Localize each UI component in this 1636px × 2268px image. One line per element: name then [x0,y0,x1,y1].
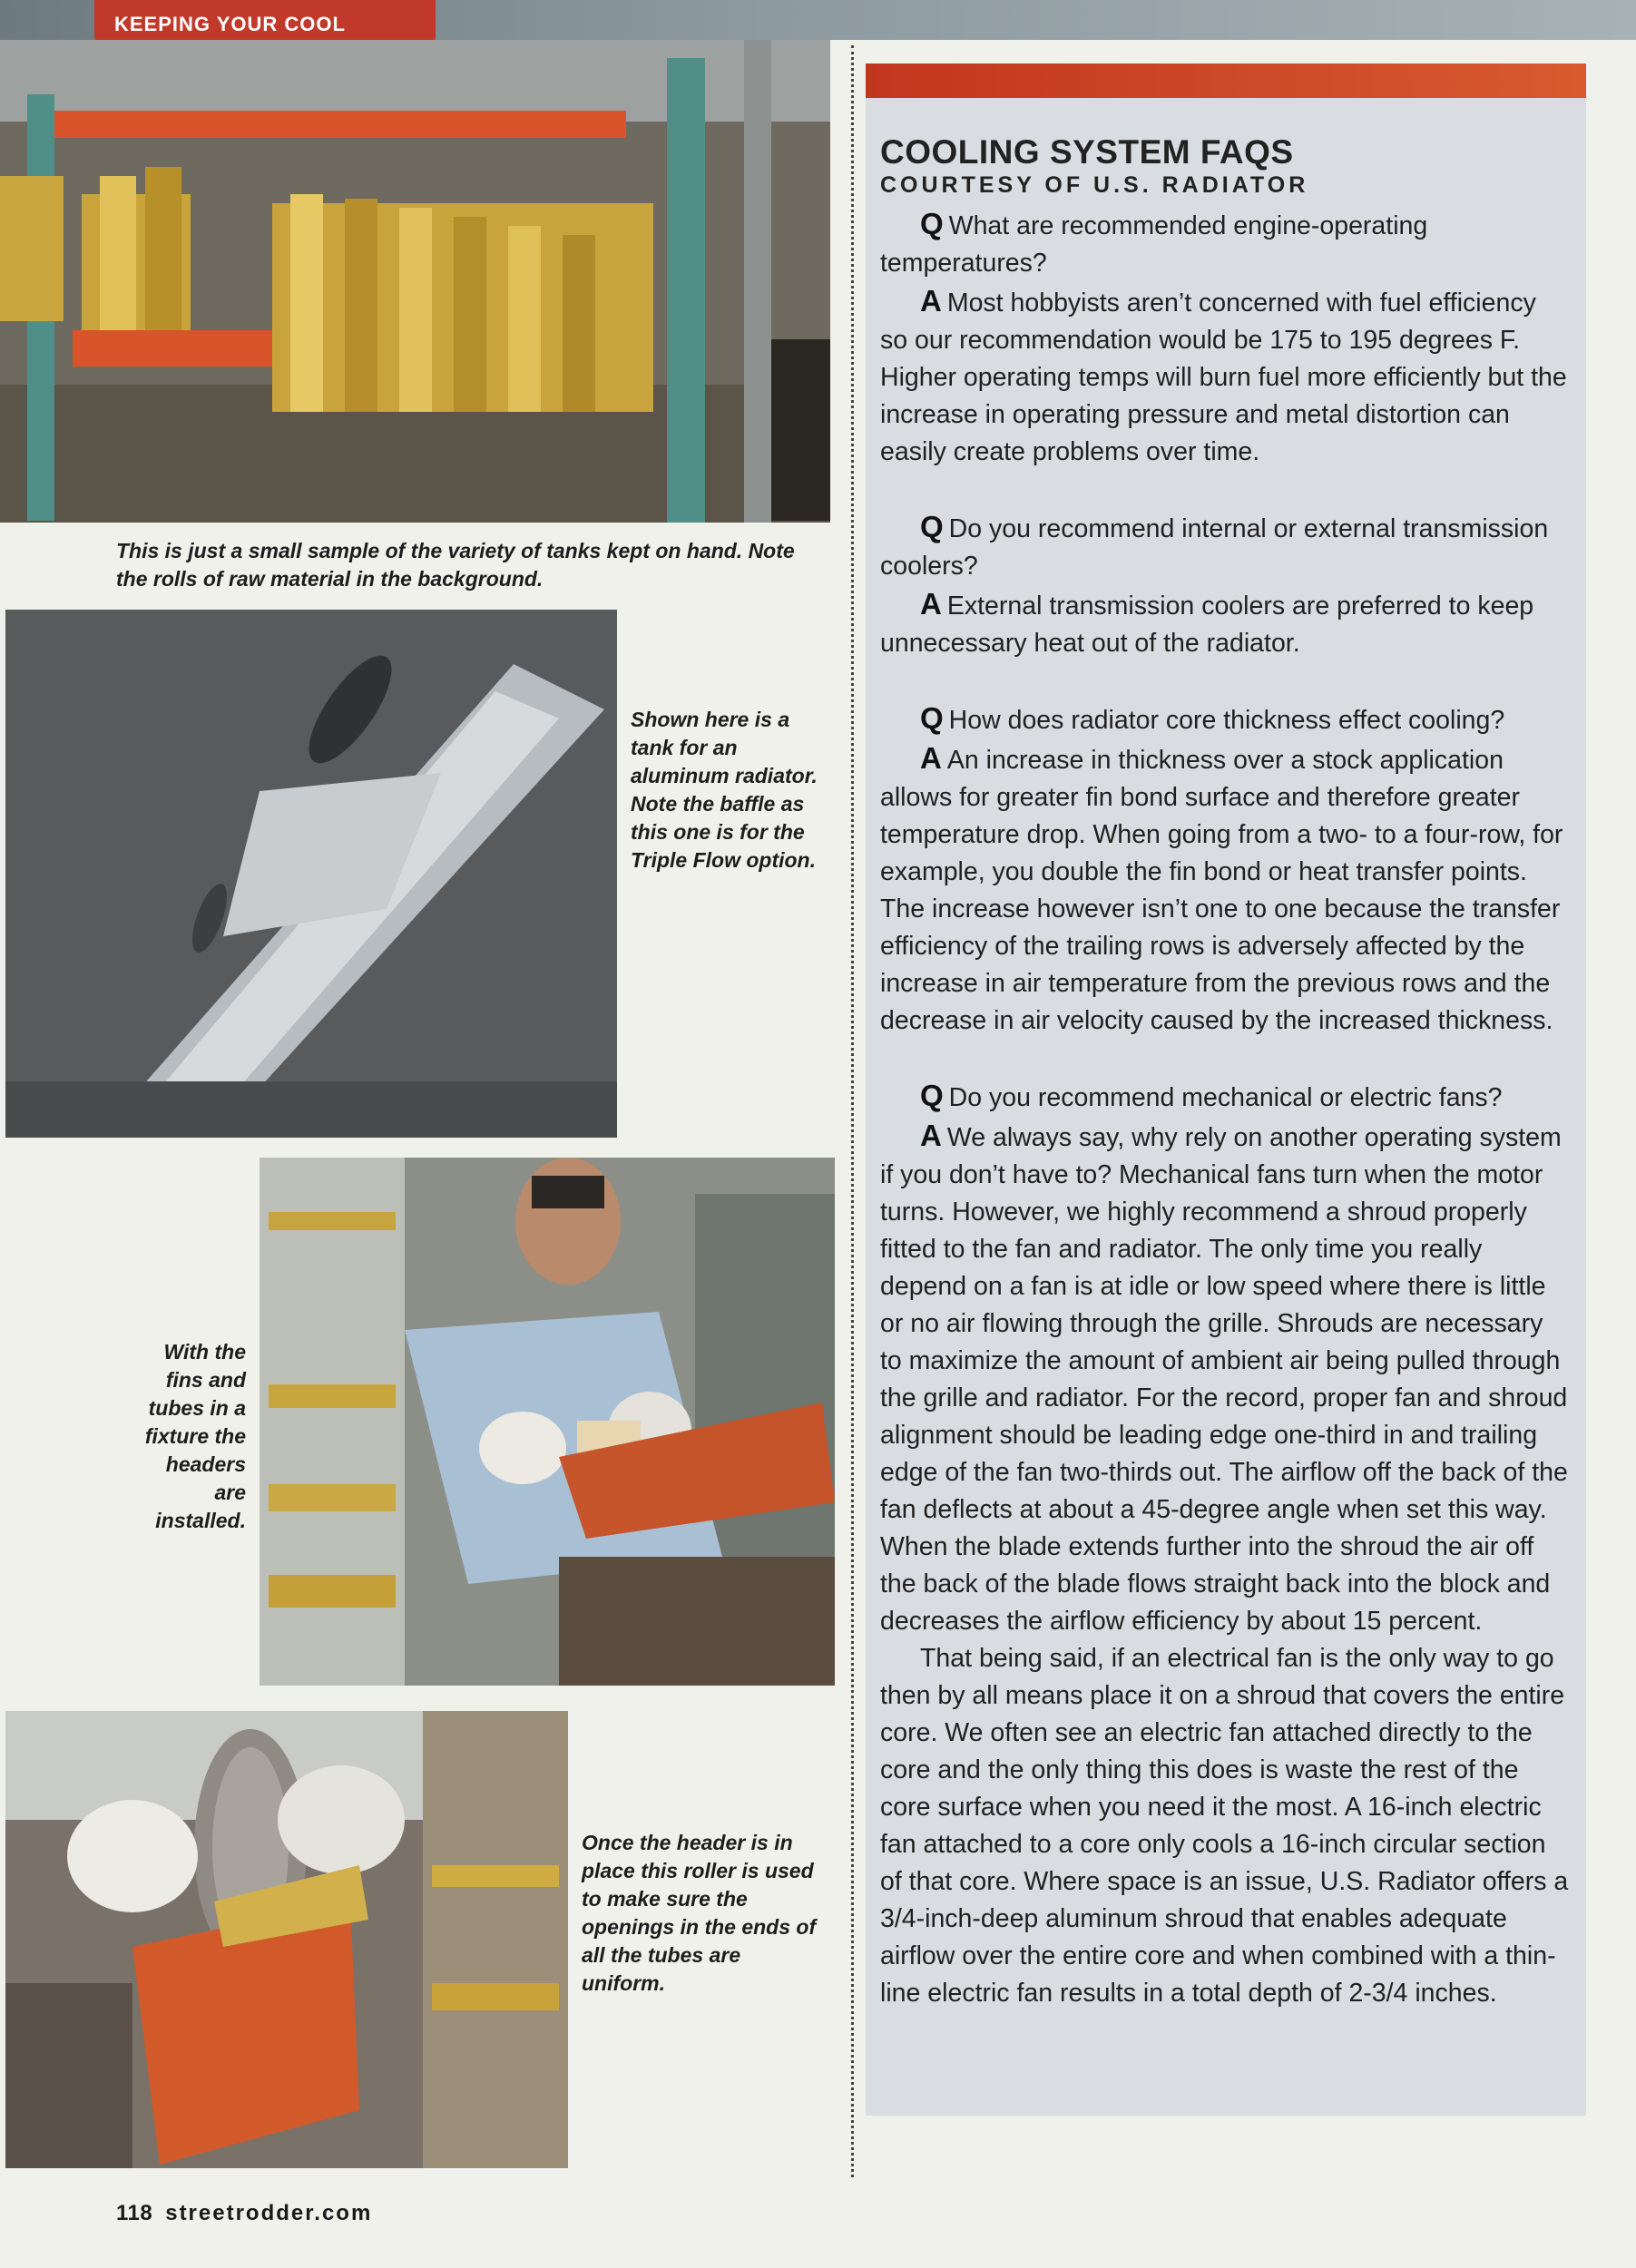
question-text: Do you recommend internal or external transmission coolers? [880,514,1549,581]
answer-text: External transmission coolers are preferred to keep unnecessary heat out of the radiator. [880,591,1534,658]
faq-item [880,508,1570,662]
faq-answer [880,1117,1570,1640]
answer-text: Most hobbyists aren’t concerned with fuel efficiency so our recommendation would be 175 to 195 degrees F. Higher operating temps will burn fuel more efficiently but the increase in operating pressure and metal distortion can easily create problems over time. [880,288,1567,466]
fixture-caption: With the fins and tubes in a fixture the headers are installed. [144,1340,246,1532]
faq-item [880,1077,1570,2012]
q-marker: Q [920,1079,944,1112]
faq-item [880,205,1570,471]
answer-text-continued: That being said, if an electrical fan is the only way to go then by all means place it on a shroud that covers the entire core. We often see an electric fan attached directly to the core and the only thing this does is waste the rest of the core surface when you need it the most. A 16-inch electric fan attached to a core only cools a 16-inch circular section of that core. Where space is an issue, U.S. Radiator offers a 3/4-inch-deep aluminum shroud that enables adequate airflow over the entire core and when combined with a thin-line electric fan results in a total depth of 2-3/4 inches. [880,1644,1569,2008]
answer-text: We always say, why rely on another operating system if you don’t have to? Mechanical fans turn when the motor turns. However, we highly recommend a shroud properly fitted to the fan and radiator. The only time you really depend on a fan is at idle or low speed where there is little or no air flowing through the grille. Shrouds are necessary to maximize the amount of ambient air being pulled through the grille and radiator. For the record, proper fan and shroud alignment should be leading edge one-third in and trailing edge of the fan two-thirds out. The airflow off the back of the fan deflects at about a 45-degree angle when set this way. When the blade extends further into the shroud the air off the back of the blade flows straight back into the block and decreases the airflow efficiency by about 15 percent. [880,1123,1568,1636]
q-marker: Q [920,701,944,735]
faq-title: COOLING SYSTEM FAQS [880,133,1294,171]
section-tab: KEEPING YOUR COOL [94,0,436,49]
question-text: What are recommended engine-operating temperatures? [880,211,1428,278]
aluminum-tank-caption: Shown here is a tank for an aluminum radiator. Note the baffle as this one is for the Triple Flow option. [631,708,818,872]
tanks-photo [0,40,830,523]
question-text: Do you recommend mechanical or electric fans? [948,1083,1503,1112]
footer-site: streetrodder.com [165,2201,373,2225]
question-text: How does radiator core thickness effect cooling? [948,706,1505,735]
q-marker: Q [920,510,944,543]
fixture-photo [260,1158,835,1686]
faq-sidebar [866,64,1586,2116]
tanks-caption: This is just a small sample of the variety of tanks kept on hand. Note the rolls of raw material in the background. [116,539,795,591]
roller-photo [5,1711,568,2168]
faq-answer [880,585,1570,662]
faq-question [880,699,1570,739]
page-number: 118 [116,2201,153,2225]
faq-answer-continued [880,1640,1570,2012]
roller-caption: Once the header is in place this roller is used to make sure the openings in the ends of all the tubes are uniform. [582,1831,817,1995]
a-marker: A [920,284,942,318]
faq-question [880,508,1570,585]
faq-subtitle: COURTESY OF U.S. RADIATOR [880,172,1309,198]
a-marker: A [920,741,942,775]
q-marker: Q [920,207,944,240]
aluminum-tank-photo [5,610,617,1138]
faq-question [880,1077,1570,1117]
faq-item [880,699,1570,1040]
faq-body [880,205,1570,2012]
a-marker: A [920,587,942,621]
answer-text: An increase in thickness over a stock application allows for greater fin bond surface and therefore greater temperature drop. When going from a two- to a four-row, for example, you double the fin bond or heat transfer points. The increase however isn’t one to one because the transfer efficiency of the trailing rows is adversely affected by the increase in air temperature from the previous rows and the decrease in air velocity caused by the increased thickness. [880,746,1563,1035]
faq-question [880,205,1570,282]
a-marker: A [920,1119,942,1152]
faq-answer [880,739,1570,1040]
page-footer [116,2201,372,2226]
faq-answer [880,282,1570,471]
column-divider [851,45,854,2177]
faq-accent-bar [866,64,1586,98]
